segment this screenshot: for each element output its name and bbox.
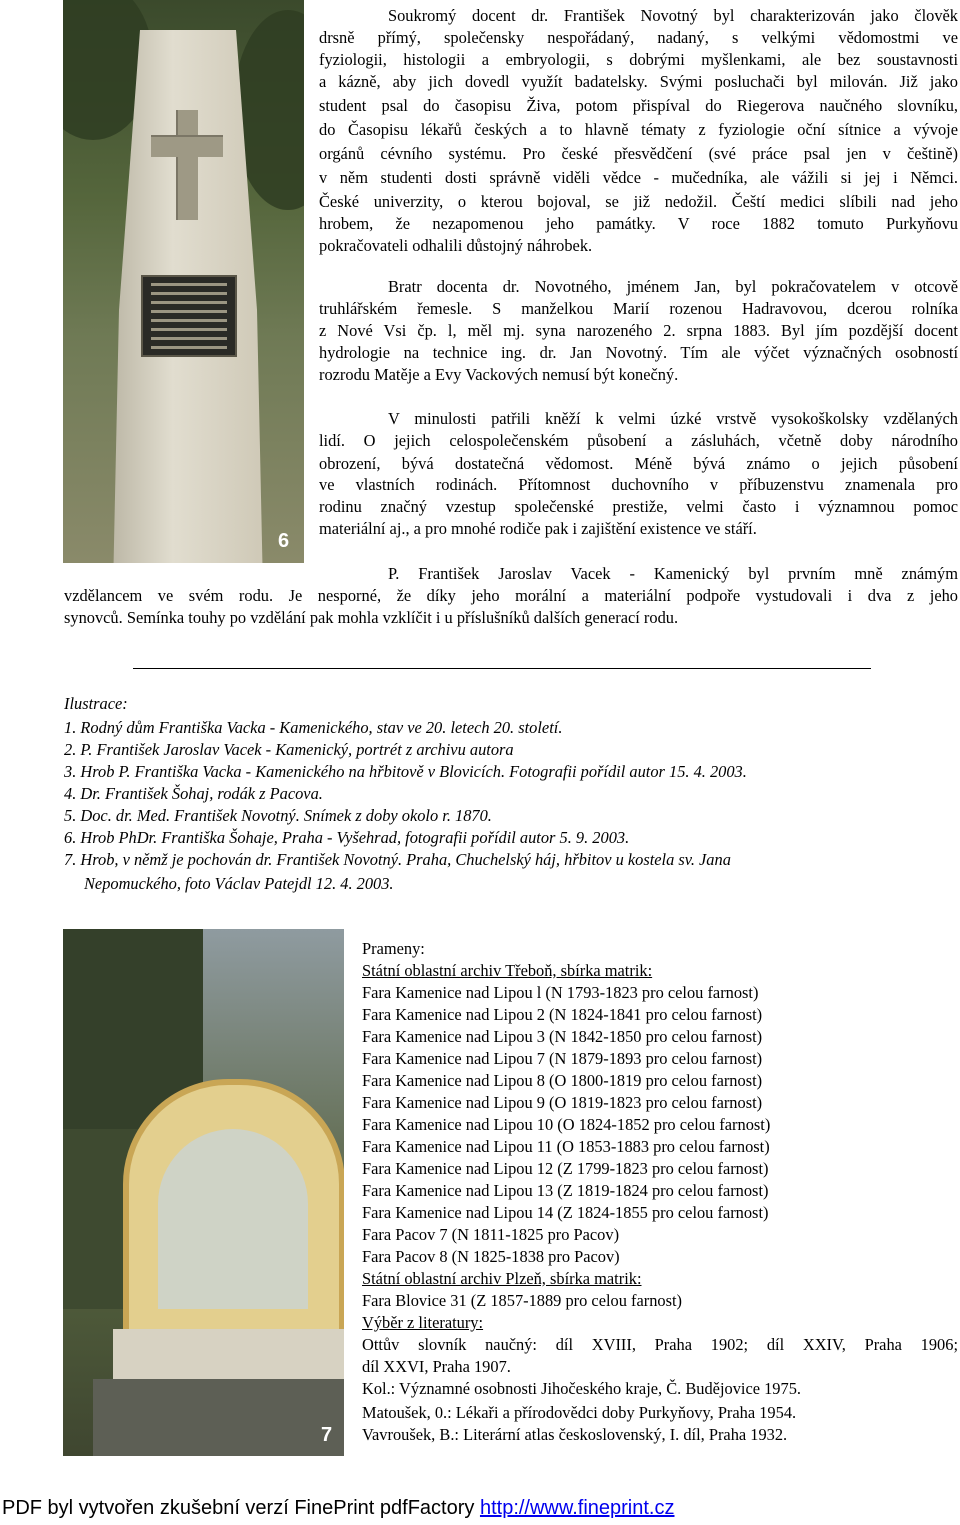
footer-link[interactable]: http://www.fineprint.cz [479, 1497, 675, 1519]
illustrations-heading: Ilustrace: [64, 694, 128, 713]
para1-line: České univerzity, o kterou bojoval, se již nedožil. Čeští medici slíbili nad jeho [319, 192, 958, 211]
illustration-item: 7. Hrob, v němž je pochován dr. František Novotný. Praha, Chuchelský háj, hřbitov u kostela sv. Jana [64, 850, 731, 869]
para2-line: Bratr docenta dr. Novotného, jménem Jan, byl pokračovatelem v otcově [388, 277, 958, 296]
illustration-item: 5. Doc. dr. Med. František Novotný. Snímek z doby okolo r. 1870. [64, 806, 492, 825]
source-item: Fara Pacov 8 (N 1825-1838 pro Pacov) [362, 1247, 620, 1266]
footer-text: PDF byl vytvořen zkušební verzí FinePrint pdfFactory [2, 1497, 480, 1519]
source-item: Fara Kamenice nad Lipou 2 (N 1824-1841 pro celou farnost) [362, 1005, 763, 1024]
para2-line: rozrodu Matěje a Evy Vackových nemusí být konečný. [319, 365, 679, 384]
para3-line: V minulosti patřili kněží k velmi úzké vrstvě vysokoškolsky vzdělaných [388, 409, 958, 428]
source-item: Fara Pacov 7 (N 1811-1825 pro Pacov) [362, 1225, 620, 1244]
tomb-slab [113, 1329, 344, 1379]
literature-item: Matoušek, 0.: Lékaři a přírodovědci doby Purkyňovy, Praha 1954. [362, 1403, 797, 1422]
source-item: Fara Kamenice nad Lipou 13 (Z 1819-1824 pro celou farnost) [362, 1181, 769, 1200]
para4-line: vzdělancem ve svém rodu. Je nesporné, že díky jeho morální a materiální podpoře vystudovali i dva z jeho [64, 586, 958, 605]
para1-line: orgánů cévního systému. Pro české přesvědčení (své práce psal jen v češtině) [319, 144, 958, 163]
illustration-item: 3. Hrob P. Františka Vacka - Kamenického na hřbitově v Blovicích. Fotografii pořídil autor 15. 4. 2003. [64, 762, 747, 781]
source-item: Fara Kamenice nad Lipou 8 (O 1800-1819 pro celou farnost) [362, 1071, 763, 1090]
illustration-item: 4. Dr. František Šohaj, rodák z Pacova. [64, 784, 323, 803]
source-item: Fara Kamenice nad Lipou l (N 1793-1823 pro celou farnost) [362, 983, 759, 1002]
para4-line: P. František Jaroslav Vacek - Kamenický byl prvním mně známým [388, 564, 958, 583]
para2-line: truhlářském řemesle. S manželkou Marií rozenou Hadravovou, dcerou rolníka [319, 299, 958, 318]
source-item: Fara Kamenice nad Lipou 9 (O 1819-1823 pro celou farnost) [362, 1093, 763, 1112]
para1-line: drsně přímý, společensky nespořádaný, nadaný, s velkými vědomostmi ve [319, 28, 958, 47]
illustration-item: 1. Rodný dům Františka Vacka - Kamenického, stav ve 20. letech 20. století. [64, 718, 563, 737]
cross-icon [176, 110, 198, 220]
photo-number: 7 [321, 1424, 333, 1446]
para1-line: student psal do časopisu Živa, potom přispíval do Riegerova naučného slovníku, [319, 96, 958, 115]
photo-number: 6 [278, 530, 290, 552]
archive-heading: Státní oblastní archiv Třeboň, sbírka matrik: [362, 961, 653, 980]
literature-item: Kol.: Významné osobnosti Jihočeského kraje, Č. Budějovice 1975. [362, 1379, 801, 1398]
para1-line: hrobem, že nezapomenou jeho památky. V roce 1882 tomuto Purkyňovu [319, 214, 958, 233]
source-item: Fara Kamenice nad Lipou 14 (Z 1824-1855 pro celou farnost) [362, 1203, 769, 1222]
pdf-footer [2, 1496, 674, 1520]
para1-line: fyziologii, histologii a embryologii, s dobrými myšlenkami, ale bez soustavnosti [319, 50, 958, 69]
literature-heading: Výběr z literatury: [362, 1313, 484, 1332]
para1-line: pokračovateli odhalili důstojný náhrobek. [319, 236, 593, 255]
para1-line: do Časopisu lékařů českých a to hlavně tématy z fyziologie oční sítnice a vývoje [319, 120, 958, 139]
source-item: Fara Kamenice nad Lipou 12 (Z 1799-1823 pro celou farnost) [362, 1159, 769, 1178]
para3-line: ve vlastních rodinách. Přítomnost duchovního v příbuzenstvu znamenala pro [319, 475, 958, 494]
illustration-item: Nepomuckého, foto Václav Patejdl 12. 4. 2003. [84, 874, 394, 893]
archive-heading: Státní oblastní archiv Plzeň, sbírka matrik: [362, 1269, 642, 1288]
source-item: Fara Blovice 31 (Z 1857-1889 pro celou farnost) [362, 1291, 682, 1310]
para3-line: materiální aj., a pro mnohé rodiče pak i zajištění existence ve stáří. [319, 519, 757, 538]
para1-line: a kázně, aby jich dovedl využít badatelsky. Svými posluchači byl milován. Již jako [319, 72, 958, 91]
para4-line: synovců. Semínka touhy po vzdělání pak mohla vzklíčit i u příslušníků dalších generací rodu. [64, 608, 679, 627]
tomb-base [93, 1379, 344, 1456]
source-item: Fara Kamenice nad Lipou 7 (N 1879-1893 pro celou farnost) [362, 1049, 763, 1068]
photo-tomb-novotny [63, 929, 344, 1456]
para3-line: lidí. O jejich celospolečenském působení a zásluhách, včetně doby národního [319, 431, 958, 450]
para2-line: z Nové Vsi čp. l, měl mj. syna narozeného 2. srpna 1883. Byl jím pozdější docent [319, 321, 958, 340]
source-item: Fara Kamenice nad Lipou 11 (O 1853-1883 pro celou farnost) [362, 1137, 770, 1156]
separator-line [133, 668, 871, 669]
literature-item: díl XXVI, Praha 1907. [362, 1357, 511, 1376]
tomb-niche [158, 1129, 308, 1309]
para1-line: Soukromý docent dr. František Novotný byl charakterizován jako člověk [388, 6, 958, 25]
sources-heading: Prameny: [362, 939, 425, 958]
literature-item: Vavroušek, B.: Literární atlas československý, I. díl, Praha 1932. [362, 1425, 788, 1444]
para3-line: rodinu značný vzestup společenské prestiže, velmi často i významnou pomoc [319, 497, 958, 516]
para1-line: v něm studenti dosti správně viděli vědce - mučedníka, ale vážili si jej i Němci. [319, 168, 958, 187]
inscription-plaque [141, 275, 237, 357]
photo-tombstone-sohaj [63, 0, 304, 563]
illustration-item: 6. Hrob PhDr. Františka Šohaje, Praha - Vyšehrad, fotografii pořídil autor 5. 9. 2003. [64, 828, 630, 847]
source-item: Fara Kamenice nad Lipou 10 (O 1824-1852 pro celou farnost) [362, 1115, 771, 1134]
cross-icon [151, 135, 223, 157]
source-item: Fara Kamenice nad Lipou 3 (N 1842-1850 pro celou farnost) [362, 1027, 763, 1046]
para2-line: hydrologie na technice ing. dr. Jan Novotný. Tím ale výčet význačných osobností [319, 343, 958, 362]
para3-line: obrození, bývá dostatečná vědomost. Méně bývá známo o jejich působení [319, 454, 958, 473]
illustration-item: 2. P. František Jaroslav Vacek - Kamenický, portrét z archivu autora [64, 740, 514, 759]
literature-item: Ottův slovník naučný: díl XVIII, Praha 1902; díl XXIV, Praha 1906; [362, 1335, 958, 1354]
